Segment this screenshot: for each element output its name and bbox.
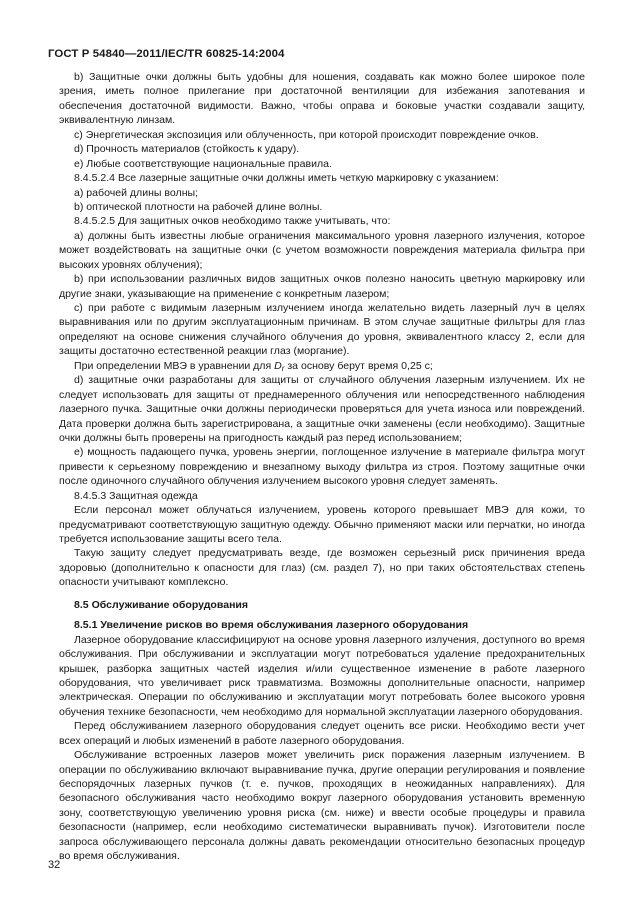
clause-heading: 8.4.5.2.4 Все лазерные защитные очки должны иметь четкую маркировку с указанием: bbox=[74, 172, 499, 185]
paragraph: Такую защиту следует предусматривать везде, где возможен серьезный риск причинения вреда здоровью (дополнительно к опасности для глаз) (см. раздел 7), но при таких обстоятельствах степень опасности учитывают комплексно. bbox=[59, 547, 585, 589]
page-number: 32 bbox=[48, 859, 61, 871]
page-body bbox=[59, 70, 585, 864]
paragraph: c) при работе с видимым лазерным излучением иногда желательно видеть лазерный луч в целях выравнивания или по другим эксплуатационным причинам. В этом случае защитные фильтры для глаз определяют на основе снижения случайного облучения до уровня, эквивалентного классу 2, если для защиты достаточно естественной реакции глаз (моргание). bbox=[59, 302, 585, 358]
paragraph: d) защитные очки разработаны для защиты от случайного облучения лазерным излучением. Их не следует использовать для защиты от преднамеренного облучения или непосредственного наблюдения лазерного пучка. Защитные очки должны периодически проверяться для учета износа или повреждений. Дата проверки должна быть зарегистрирована, а защитные очки заменены (если необходимо). Защитные очки должны быть проверены на пригодность каждый раз перед использованием; bbox=[59, 374, 585, 444]
paragraph: b) при использовании различных видов защитных очков полезно наносить цветную маркировку или другие знаки, указывающие на применение с конкретным лазером; bbox=[59, 273, 585, 300]
paragraph: b) Защитные очки должны быть удобны для ношения, создавать как можно более широкое поле зрения, иметь полное прилегание при достаточной вентиляции для избежания запотевания и обеспечения достаточной видимости. Важно, чтобы оправа и боковые участки создавали защиту, эквивалентную линзам. bbox=[59, 71, 585, 127]
mbe-text-before: При определении МВЭ в уравнении для bbox=[74, 359, 275, 372]
mbe-variable: D bbox=[274, 359, 282, 372]
paragraph: e) мощность падающего пучка, уровень энергии, поглощенное излучение в материале фильтра могут привести к серьезному повреждению и внезапному выходу фильтра из строя. Поэтому защитные очки после одиночного случайного облучения излучением высокого уровня следует заменять. bbox=[59, 446, 585, 488]
paragraph: a) должны быть известны любые ограничения максимального уровня лазерного излучения, которое может воздействовать на защитные очки (с учетом возможности повреждения материала фильтра при высоких уровнях облучения); bbox=[59, 229, 585, 271]
paragraph: Лазерное оборудование классифицируют на основе уровня лазерного излучения, доступного во время обслуживания. При обслуживании и эксплуатации могут потребоваться удаление предохранительных крышек, разборка защитных частей изделия и/или существенное изменение в работе лазерного оборудования, что увеличивает риск травматизма. Возможны дополнительные опасности, например электрическая. Операции по обслуживанию и эксплуатации могут потребовать более высокого уровня обучения технике безопасности, чем необходимо для нормальной эксплуатации лазерного оборудования. bbox=[59, 633, 585, 718]
page-header-title: ГОСТ Р 54840—2011/IEC/TR 60825-14:2004 bbox=[48, 48, 285, 60]
clause-heading: 8.4.5.3 Защитная одежда bbox=[74, 489, 198, 502]
mbe-subscript: r bbox=[281, 363, 285, 373]
paragraph: c) Энергетическая экспозиция или облученность, при которой происходит повреждение очков. bbox=[74, 128, 539, 141]
paragraph: Обслуживание встроенных лазеров может увеличить риск поражения лазерным излучением. В операции по обслуживанию включают выравнивание пучка, другие операции регулирования и появление беспорядочных лазерных пучков (т. е. пучков, проходящих в неожиданных направлениях). Для безопасного обслуживания часто необходимо вокруг лазерного оборудования установить временную зону, соответствующую увеличению уровня риска (см. ниже) и ввести особые процедуры и правила безопасности (например, если необходимо систематически выравнивать пучок). Изготовители после запроса обслуживающего персонала должны давать рекомендации относительно безопасных процедур во время обслуживания. bbox=[59, 749, 585, 863]
paragraph: Если персонал может облучаться излучением, уровень которого превышает МВЭ для кожи, то предусматривают соответствующую защитную одежду. Обычно применяют маски или перчатки, но иногда требуется использование защиты всего тела. bbox=[59, 504, 585, 545]
paragraph: d) Прочность материалов (стойкость к удару). bbox=[74, 143, 300, 156]
mbe-text-after: за основу берут время 0,25 с; bbox=[284, 359, 433, 372]
paragraph: e) Любые соответствующие национальные правила. bbox=[74, 157, 332, 170]
mbe-paragraph bbox=[59, 359, 585, 373]
paragraph: Перед обслуживанием лазерного оборудования следует оценить все риски. Необходимо вести учет всех операций и любых изменений в работе лазерного оборудования. bbox=[59, 720, 585, 747]
paragraph: b) оптической плотности на рабочей длине волны. bbox=[74, 200, 323, 213]
paragraph: a) рабочей длины волны; bbox=[74, 186, 199, 199]
clause-heading: 8.4.5.2.5 Для защитных очков необходимо также учитывать, что: bbox=[74, 215, 391, 228]
section-heading-8-5: 8.5 Обслуживание оборудования bbox=[74, 598, 249, 611]
section-heading-8-5-1: 8.5.1 Увеличение рисков во время обслуживания лазерного оборудования bbox=[74, 619, 469, 632]
